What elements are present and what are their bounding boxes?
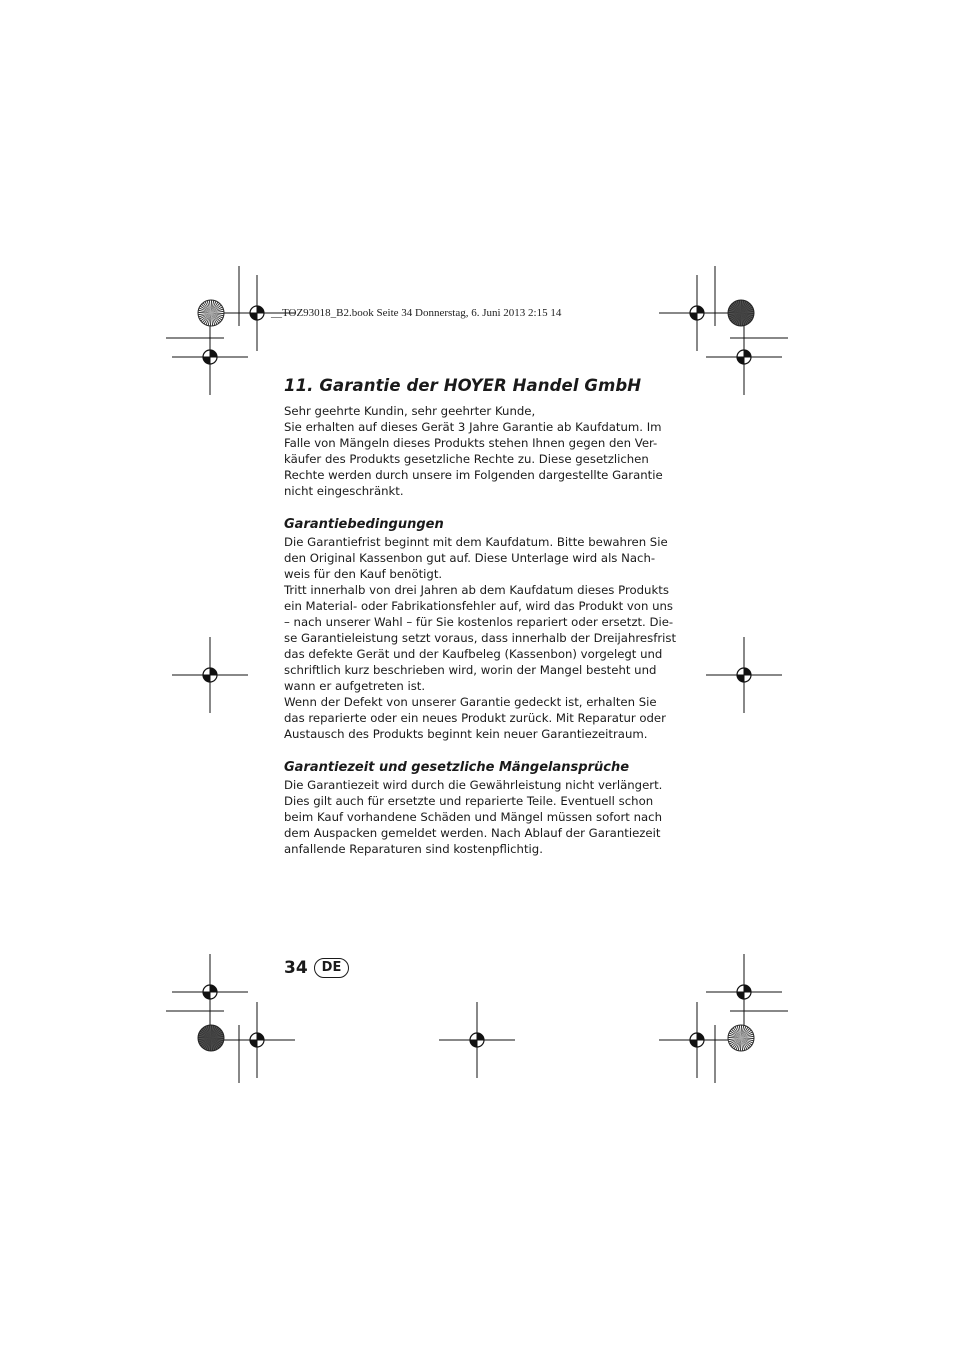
crosshair-registration-icon <box>172 637 248 713</box>
text-line: – nach unserer Wahl – für Sie kostenlos repariert oder ersetzt. Die- <box>284 615 674 629</box>
text-line: Die Garantiefrist beginnt mit dem Kaufdatum. Bitte bewahren Sie <box>284 535 668 549</box>
text-line: Die Garantiezeit wird durch die Gewährleistung nicht verlängert. <box>284 778 663 792</box>
text-line: anfallende Reparaturen sind kostenpflichtig. <box>284 842 543 856</box>
crosshair-registration-icon <box>706 637 782 713</box>
intro-paragraph <box>284 403 663 499</box>
starburst-target-icon <box>728 300 754 326</box>
crosshair-registration-icon <box>439 1002 515 1078</box>
text-line: Rechte werden durch unsere im Folgenden dargestellte Garantie <box>284 468 663 482</box>
starburst-target-icon <box>198 1025 224 1051</box>
text-line: Tritt innerhalb von drei Jahren ab dem Kaufdatum dieses Produkts <box>284 583 669 597</box>
text-line: beim Kauf vorhandene Schäden und Mängel müssen sofort nach <box>284 810 662 824</box>
text-line: das reparierte oder ein neues Produkt zurück. Mit Reparatur oder <box>284 711 666 725</box>
crosshair-registration-icon <box>706 954 782 1030</box>
text-line: den Original Kassenbon gut auf. Diese Unterlage wird als Nach- <box>284 551 656 565</box>
chapter-title: 11. Garantie der HOYER Handel GmbH <box>284 376 642 395</box>
page-footer <box>284 958 349 978</box>
text-line: Sehr geehrte Kundin, sehr geehrter Kunde, <box>284 404 536 418</box>
text-line: käufer des Produkts gesetzliche Rechte zu. Diese gesetzlichen <box>284 452 649 466</box>
section-body-garantiezeit <box>284 777 663 857</box>
text-line: Falle von Mängeln dieses Produkts stehen Ihnen gegen den Ver- <box>284 436 658 450</box>
language-badge: DE <box>314 958 350 978</box>
crosshair-registration-icon <box>172 954 248 1030</box>
text-line: Austausch des Produkts beginnt kein neuer Garantiezeitraum. <box>284 727 648 741</box>
section-body-garantiebedingungen <box>284 534 677 742</box>
crosshair-registration-icon <box>659 275 735 351</box>
crosshair-registration-icon <box>219 1002 295 1078</box>
crosshair-registration-icon <box>706 319 782 395</box>
crosshair-registration-icon <box>172 319 248 395</box>
section-heading-garantiebedingungen: Garantiebedingungen <box>284 517 444 532</box>
text-line: Dies gilt auch für ersetzte und reparierte Teile. Eventuell schon <box>284 794 654 808</box>
text-line: nicht eingeschränkt. <box>284 484 404 498</box>
text-line: weis für den Kauf benötigt. <box>284 567 443 581</box>
print-file-info: __TOZ93018_B2.book Seite 34 Donnerstag, 6. Juni 2013 2:15 14 <box>271 307 562 319</box>
text-line: wann er aufgetreten ist. <box>284 679 426 693</box>
section-heading-garantiezeit: Garantiezeit und gesetzliche Mängelansprüche <box>284 760 630 775</box>
text-line: das defekte Gerät und der Kaufbeleg (Kassenbon) vorgelegt und <box>284 647 663 661</box>
page-content <box>284 376 677 857</box>
text-line: schriftlich kurz beschrieben wird, worin der Mangel besteht und <box>284 663 657 677</box>
text-line: Sie erhalten auf dieses Gerät 3 Jahre Garantie ab Kaufdatum. Im <box>284 420 662 434</box>
text-line: dem Auspacken gemeldet werden. Nach Ablauf der Garantiezeit <box>284 826 661 840</box>
starburst-target-icon <box>728 1025 754 1051</box>
text-line: Wenn der Defekt von unserer Garantie gedeckt ist, erhalten Sie <box>284 695 657 709</box>
page-number: 34 <box>284 958 308 978</box>
text-line: ein Material- oder Fabrikationsfehler auf, wird das Produkt von uns <box>284 599 673 613</box>
crosshair-registration-icon <box>659 1002 735 1078</box>
starburst-target-icon <box>198 300 224 326</box>
text-line: se Garantieleistung setzt voraus, dass innerhalb der Dreijahresfrist <box>284 631 677 645</box>
